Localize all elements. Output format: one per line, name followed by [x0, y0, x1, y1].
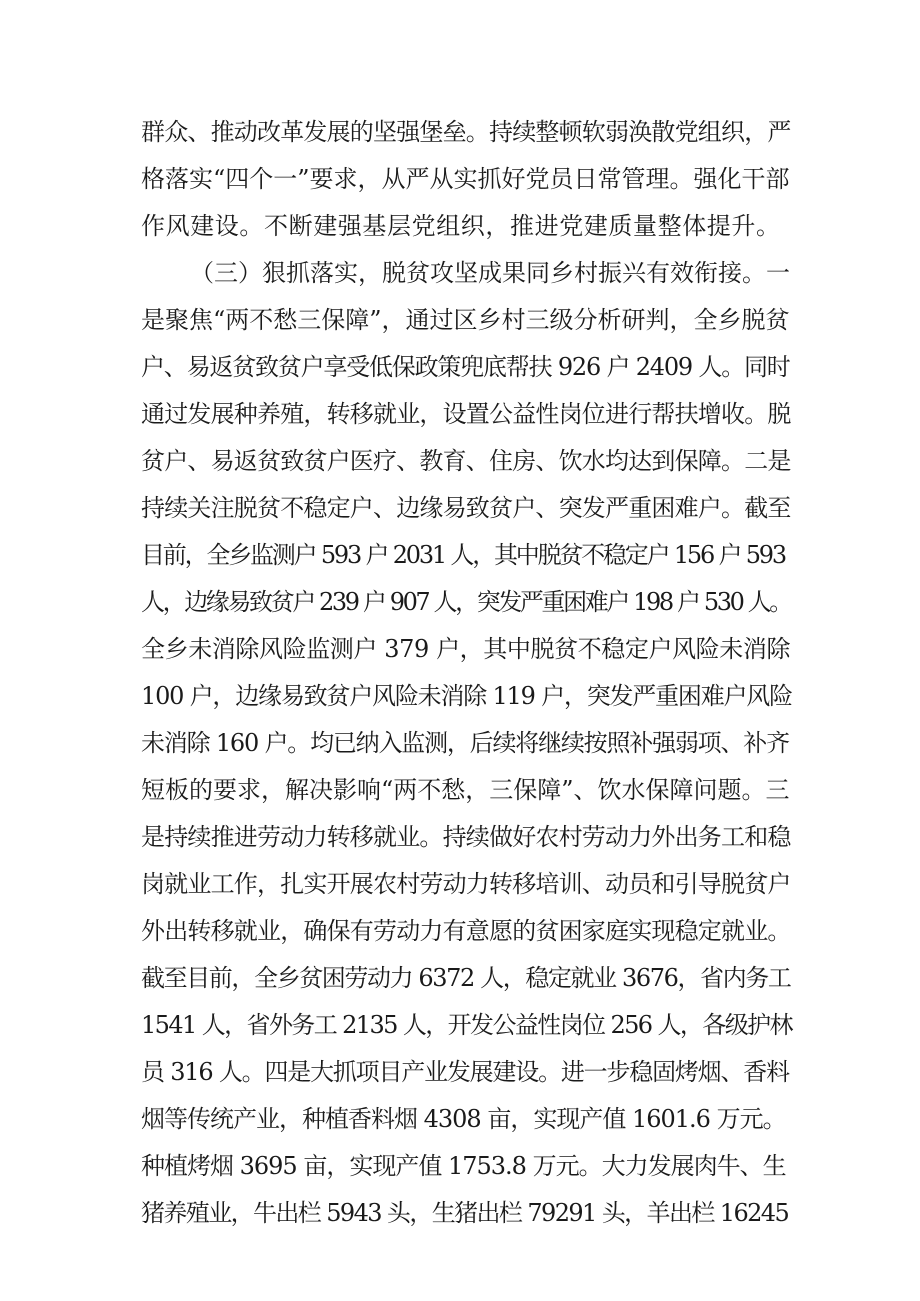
text-line: 员 316 人。四是大抓项目产业发展建设。进一步稳固烤烟、香料	[141, 1058, 789, 1086]
text-line: 作风建设。不断建强基层党组织，推进党建质量整体提升。	[141, 212, 781, 240]
text-line: 户、易返贫致贫户享受低保政策兜底帮扶 926 户 2409 人。同时	[141, 353, 790, 381]
text-line: 群众、推动改革发展的坚强堡垒。持续整顿软弱涣散党组织，严	[141, 118, 791, 146]
text-line: 持续关注脱贫不稳定户、边缘易致贫户、突发严重困难户。截至	[141, 494, 791, 522]
text-line: 通过发展种养殖，转移就业，设置公益性岗位进行帮扶增收。脱	[141, 400, 791, 428]
text-line: 外出转移就业，确保有劳动力有意愿的贫困家庭实现稳定就业。	[141, 917, 791, 945]
text-line: 未消除 160 户。均已纳入监测，后续将继续按照补强弱项、补齐	[141, 729, 789, 757]
text-line: 1541 人，省外务工 2135 人，开发公益性岗位 256 人，各级护林	[141, 1011, 792, 1039]
text-line: 岗就业工作，扎实开展农村劳动力转移培训、动员和引导脱贫户	[141, 870, 791, 898]
text-line: 猪养殖业，牛出栏 5943 头，生猪出栏 79291 头，羊出栏 16245	[141, 1199, 789, 1227]
text-line: 是持续推进劳动力转移就业。持续做好农村劳动力外出务工和稳	[141, 823, 791, 851]
text-line: 截至目前，全乡贫困劳动力 6372 人，稳定就业 3676，省内务工	[141, 964, 791, 992]
text-line: 贫户、易返贫致贫户医疗、教育、住房、饮水均达到保障。二是	[141, 447, 791, 475]
text-line: 是聚焦“两不愁三保障”，通过区乡村三级分析研判，全乡脱贫	[141, 306, 790, 334]
text-line: 种植烤烟 3695 亩，实现产值 1753.8 万元。大力发展肉牛、生	[141, 1152, 786, 1180]
section-heading-line: （三）狠抓落实，脱贫攻坚成果同乡村振兴有效衔接。一	[190, 259, 790, 287]
text-line: 烟等传统产业，种植香料烟 4308 亩，实现产值 1601.6 万元。	[141, 1105, 786, 1133]
text-line: 格落实“四个一”要求，从严从实抓好党员日常管理。强化干部	[141, 165, 790, 193]
text-line: 目前，全乡监测户 593 户 2031 人，其中脱贫不稳定户 156 户 593	[141, 541, 785, 569]
text-line: 100 户，边缘易致贫户风险未消除 119 户，突发严重困难户风险	[141, 682, 792, 710]
text-line: 短板的要求，解决影响“两不愁，三保障”、饮水保障问题。三	[141, 776, 790, 804]
text-line: 人，边缘易致贫户 239 户 907 人，突发严重困难户 198 户 530 人。	[141, 588, 791, 616]
text-line: 全乡未消除风险监测户 379 户，其中脱贫不稳定户风险未消除	[141, 635, 791, 663]
